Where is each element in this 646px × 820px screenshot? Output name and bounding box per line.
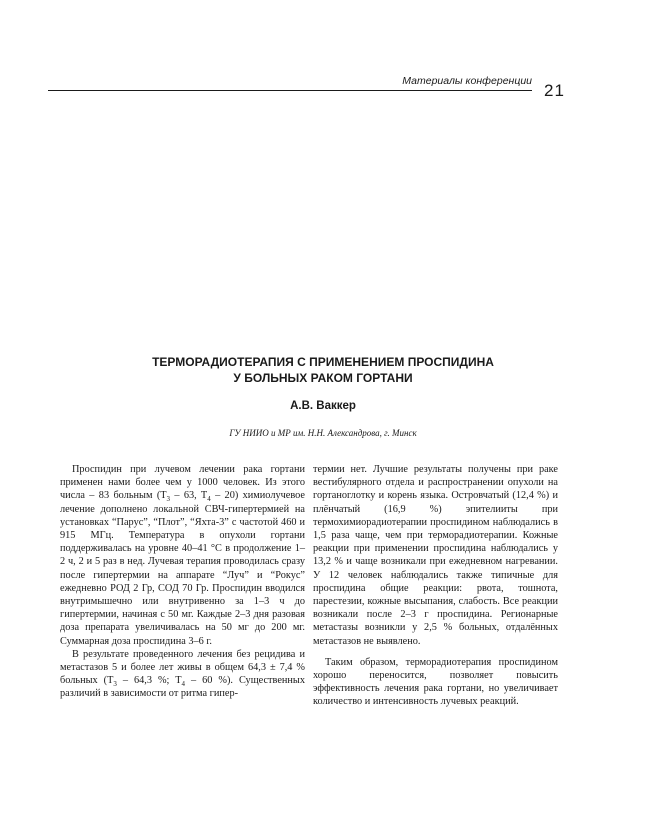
affiliation: ГУ НИИО и МР им. Н.Н. Александрова, г. Минск [229,428,417,438]
header-rule [48,90,532,91]
page-number: 21 [544,81,565,100]
paragraph-3: термии нет. Лучшие результаты получены при раке вестибулярного отдела и распространении опухоли на гортаноглотку и корень языка. Островчатый (12,4 %) и плёнчатый (16,9 %) эпителииты при термохимиорадиотерапии проспидином наблюдались в 1,5 раза чаще, чем при терморадиотерапии. Кожные реакции при применении проспидина наблюдались у 13,2 % и чаще возникали при ежедневном нагревании. У 12 человек наблюдались также типичные для проспидина общие реакции: рвота, тошнота, парестезии, кожные высыпания, слабость. Все реакции возникали после 2–3 г проспидина. Регионарные метастазы возникли у 2,5 % больных, отдалённых метастазов не выявлено. [313,464,558,647]
paragraph-1: Проспидин при лучевом лечении рака гортани применен нами более чем у 1000 человек. Из этого числа – 83 больным ($T_3 - 63$, $T_4 - 20$) химиолучевое лечение дополнено локальной СВЧ-гипертермией на установках “Парус”, “Плот”, “Яхта-3” с частотой 460 и 915 МГц. Температура в опухоли гортани поддерживалась на уровне 40–41 °С в продолжение 1–2 ч, 2 и 5 раз в нед. Лучевая терапия проводилась сразу после гипертермии на аппарате “Луч” и “Рокус” ежедневно РОД 2 Гр, СОД 70 Гр. Проспидин вводился внутримышечно или внутривенно за 1–3 ч до гипертермии, начиная с 50 мг. Каждые 2–3 дня разовая доза препарата увеличивалась на 50 мг до 200 мг. Суммарная доза проспидина 3–6 г. [60,464,305,647]
left-column [60,463,305,701]
paragraph-4: Таким образом, терморадиотерапия проспидином хорошо переносится, позволяет повысить эффективность лечения рака гортани, но увеличивает количество и интенсивность лучевых реакций. [313,656,558,708]
title-line-2: У БОЛЬНЫХ РАКОМ ГОРТАНИ [233,371,413,385]
title-line-1: ТЕРМОРАДИОТЕРАПИЯ С ПРИМЕНЕНИЕМ ПРОСПИДИНА [152,355,494,369]
author: А.В. Ваккер [290,400,356,412]
right-column [313,463,558,709]
journal-title: Материалы конференции [402,75,532,87]
paragraph-2: В результате проведенного лечения без рецидива и метастазов 5 и более лет живы в общем 64,3 ± 7,4 % больных ($T_3 - 64,3$ %; $T_4 - 60$ %). Существенных различий в зависимости от ритма гипер- [60,648,305,700]
article-title [0,354,646,386]
